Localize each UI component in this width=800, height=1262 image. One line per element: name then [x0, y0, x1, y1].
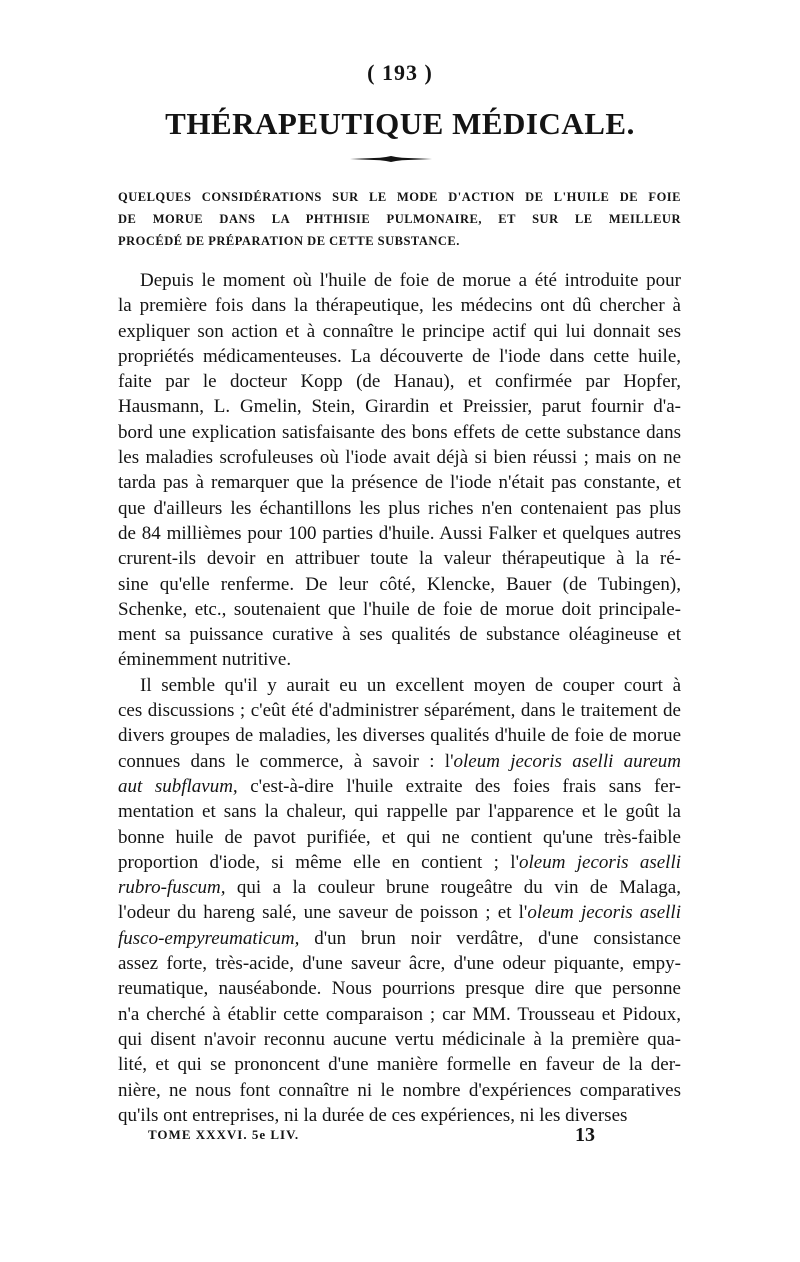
text-line [118, 470, 681, 495]
text-segment: ces discussions ; c'eût été d'administrer séparément, dans le traitement de [118, 700, 681, 722]
text-line [118, 723, 681, 748]
text-segment: tarda pas à remarquer que la présence de l'iode n'était pas constante, et [118, 472, 681, 494]
article-body [118, 268, 681, 1128]
text-segment: que d'ailleurs les échantillons les plus riches n'en contenaient pas plus [118, 497, 681, 519]
text-segment: qu'ils ont entreprises, ni la durée de ces expériences, ni les diverses [118, 1104, 628, 1126]
text-segment: Schenke, etc., soutenaient que l'huile de foie de morue doit principale- [118, 598, 681, 620]
text-line [118, 951, 681, 976]
text-line [118, 825, 681, 850]
text-line [118, 774, 681, 799]
text-line [118, 1103, 681, 1128]
text-segment: l'odeur du hareng salé, une saveur de poisson ; et l' [118, 902, 528, 924]
text-segment: divers groupes de maladies, les diverses qualités d'huile de foie de morue [118, 725, 681, 747]
text-segment: assez forte, très-acide, d'une saveur âcre, d'une odeur piquante, empy- [118, 953, 681, 975]
page-number: ( 193 ) [367, 60, 433, 85]
text-line [118, 749, 681, 774]
page-footer [118, 1124, 681, 1151]
italic-latin-term: oleum jecoris aselli [519, 851, 681, 873]
italic-latin-term: oleum jecoris aselli aureum [453, 750, 682, 772]
section-title: THÉRAPEUTIQUE MÉDICALE. [165, 106, 635, 141]
signature-mark: 13 [575, 1124, 595, 1146]
text-line [118, 394, 681, 419]
text-line [118, 268, 681, 293]
text-segment: Il semble qu'il y aurait eu un excellent moyen de couper court à [140, 674, 681, 696]
article-heading [118, 186, 681, 252]
text-segment: propriétés médicamenteuses. La découverte de l'iode dans cette huile, [118, 345, 681, 367]
text-segment: connues dans le commerce, à savoir : l' [118, 750, 454, 772]
text-line [118, 850, 681, 875]
text-segment: d'un brun noir verdâtre, d'une consistance [299, 927, 681, 949]
text-line [118, 1027, 681, 1052]
text-line [118, 976, 681, 1001]
text-line [118, 293, 681, 318]
italic-latin-term: oleum jecoris aselli [527, 902, 681, 924]
text-line [118, 420, 681, 445]
text-segment: bord une explication satisfaisante des bons effets de cette substance dans [118, 421, 681, 443]
text-line [118, 572, 681, 597]
text-segment: c'est-à-dire l'huile extraite des foies frais sans fer- [237, 775, 681, 797]
text-line [118, 673, 681, 698]
text-line [118, 521, 681, 546]
text-line [118, 698, 681, 723]
text-segment: Depuis le moment où l'huile de foie de morue a été introduite pour [140, 270, 681, 291]
text-line [118, 546, 681, 571]
italic-latin-term: aut subflavum, [118, 775, 238, 797]
text-segment: Hausmann, L. Gmelin, Stein, Girardin et Preissier, parut fournir d'a- [118, 396, 681, 418]
text-line [118, 1052, 681, 1077]
text-segment: qui disent n'avoir reconnu aucune vertu médicinale à la première qua- [118, 1028, 681, 1050]
text-line [118, 622, 681, 647]
text-segment: proportion d'iode, si même elle en contient ; l' [118, 851, 519, 873]
text-line [118, 647, 681, 672]
text-segment: lité, et qui se prononcent d'une manière formelle en faveur de la der- [118, 1054, 681, 1076]
text-segment: bonne huile de pavot purifiée, et qui ne contient qu'une très-faible [118, 826, 681, 848]
text-line [118, 900, 681, 925]
text-segment: expliquer son action et à connaître le principe actif qui lui donnait ses [118, 320, 681, 342]
text-segment: crurent-ils devoir en attribuer toute la valeur thérapeutique à la ré- [118, 548, 681, 570]
heading-line: DE MORUE DANS LA PHTHISIE PULMONAIRE, ET SUR LE MEILLEUR [118, 212, 681, 226]
text-line [118, 799, 681, 824]
italic-latin-term: rubro-fuscum, [118, 877, 226, 899]
italic-latin-term: fusco-empyreumaticum, [118, 927, 300, 949]
heading-line: QUELQUES CONSIDÉRATIONS SUR LE MODE D'ACTION DE L'HUILE DE FOIE [118, 190, 681, 204]
text-segment: mentation et sans la chaleur, qui rappelle par l'apparence et le goût la [118, 801, 681, 823]
text-segment: n'a cherché à établir cette comparaison ; car MM. Trousseau et Pidoux, [118, 1003, 681, 1025]
text-line [118, 875, 681, 900]
text-segment: la première fois dans la thérapeutique, les médecins ont dû chercher à [118, 295, 681, 317]
text-line [118, 1002, 681, 1027]
text-line [118, 597, 681, 622]
text-segment: qui a la couleur brune rougeâtre du vin de Malaga, [225, 877, 681, 899]
text-line [118, 445, 681, 470]
text-line [118, 319, 681, 344]
text-segment: éminemment nutritive. [118, 649, 292, 671]
text-line [118, 1078, 681, 1103]
text-line [118, 344, 681, 369]
text-segment: faite par le docteur Kopp (de Hanau), et confirmée par Hopfer, [118, 371, 681, 393]
ornamental-rule [350, 156, 432, 162]
text-line [118, 369, 681, 394]
heading-line: PROCÉDÉ DE PRÉPARATION DE CETTE SUBSTANCE. [118, 234, 460, 248]
text-line [118, 926, 681, 951]
text-segment: ment sa puissance curative à ses qualités de substance oléagineuse et [118, 624, 681, 646]
text-segment: de 84 millièmes pour 100 parties d'huile. Aussi Falker et quelques autres [118, 522, 681, 544]
text-segment: reumatique, nauséabonde. Nous pourrions presque dire que personne [118, 978, 681, 1000]
text-segment: sine qu'elle renferme. De leur côté, Klencke, Bauer (de Tubingen), [118, 573, 681, 595]
text-segment: nière, ne nous font connaître ni le nombre d'expériences comparatives [118, 1079, 681, 1101]
text-segment: les maladies scrofuleuses où l'iode avait déjà si bien réussi ; mais on ne [118, 447, 681, 469]
text-line [118, 496, 681, 521]
volume-info: TOME XXXVI. 5e LIV. [148, 1127, 300, 1142]
